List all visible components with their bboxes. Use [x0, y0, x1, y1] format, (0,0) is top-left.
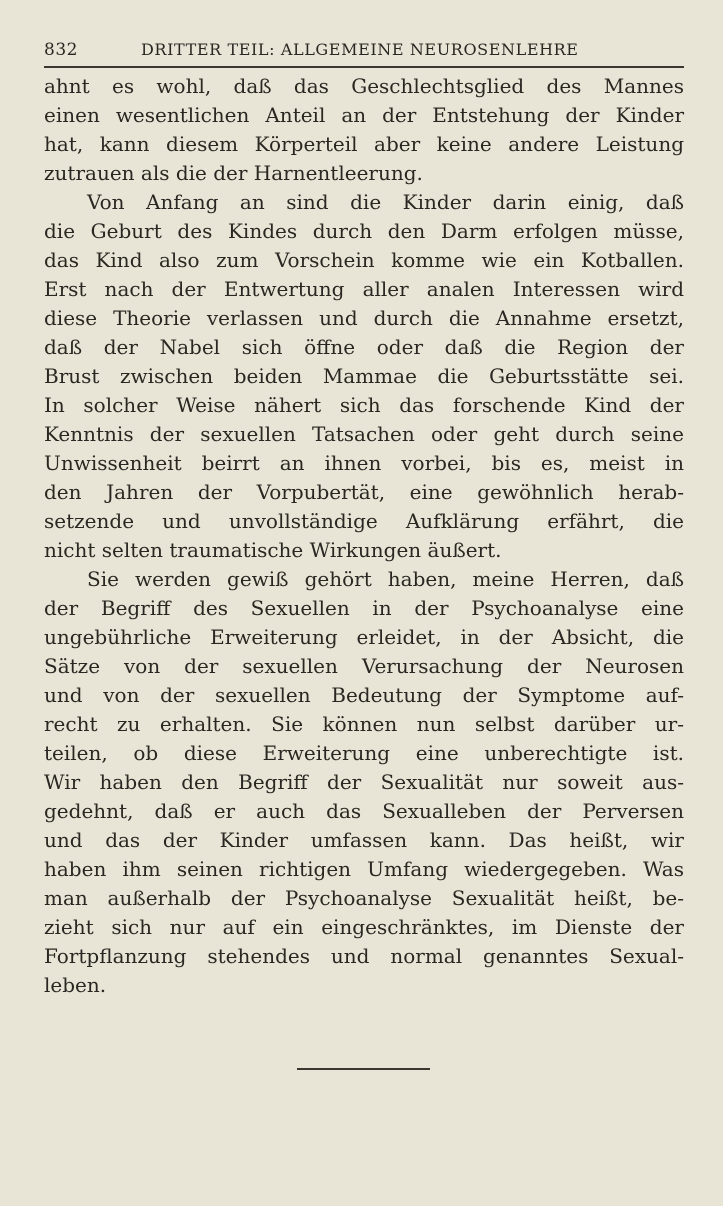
text-line: zieht sich nur auf ein eingeschränktes, im Dienste der — [44, 915, 684, 939]
paragraph — [44, 72, 684, 188]
text-line: zutrauen als die der Harnentleerung. — [44, 161, 423, 185]
text-line: Kenntnis der sexuellen Tatsachen oder geht durch seine — [44, 422, 684, 446]
text-line: Sätze von der sexuellen Verursachung der Neurosen — [44, 654, 684, 678]
paragraph — [44, 565, 684, 1000]
page-number: 832 — [44, 40, 78, 60]
text-line: leben. — [44, 973, 107, 997]
page-header — [44, 38, 684, 68]
text-line: haben ihm seinen richtigen Umfang wiedergegeben. Was — [44, 857, 684, 881]
text-line: setzende und unvollständige Aufklärung erfährt, die — [44, 509, 684, 533]
text-line: Brust zwischen beiden Mammae die Geburtsstätte sei. — [44, 364, 684, 388]
text-body — [44, 72, 684, 1000]
text-line: den Jahren der Vorpubertät, eine gewöhnlich herab- — [44, 480, 684, 504]
footer-rule — [297, 1068, 430, 1070]
text-line: ungebührliche Erweiterung erleidet, in der Absicht, die — [44, 625, 684, 649]
running-head: DRITTER TEIL: ALLGEMEINE NEUROSENLEHRE — [141, 40, 579, 59]
text-line: Erst nach der Entwertung aller analen Interessen wird — [44, 277, 684, 301]
text-line: In solcher Weise nähert sich das forschende Kind der — [44, 393, 684, 417]
text-line: Fortpflanzung stehendes und normal genanntes Sexual- — [44, 944, 684, 968]
text-line: daß der Nabel sich öffne oder daß die Region der — [44, 335, 684, 359]
text-line: Von Anfang an sind die Kinder darin einig, daß — [87, 190, 684, 214]
text-line: und von der sexuellen Bedeutung der Symptome auf- — [44, 683, 684, 707]
text-line: Unwissenheit beirrt an ihnen vorbei, bis es, meist in — [44, 451, 684, 475]
text-line: recht zu erhalten. Sie können nun selbst darüber ur- — [44, 712, 684, 736]
text-line: und das der Kinder umfassen kann. Das heißt, wir — [44, 828, 684, 852]
paragraph — [44, 188, 684, 565]
text-line: das Kind also zum Vorschein komme wie ein Kotballen. — [44, 248, 684, 272]
text-line: nicht selten traumatische Wirkungen äußert. — [44, 538, 502, 562]
text-line: gedehnt, daß er auch das Sexualleben der Perversen — [44, 799, 684, 823]
text-line: Wir haben den Begriff der Sexualität nur soweit aus- — [44, 770, 684, 794]
text-line: ahnt es wohl, daß das Geschlechtsglied des Mannes — [44, 74, 684, 98]
text-line: der Begriff des Sexuellen in der Psychoanalyse eine — [44, 596, 684, 620]
text-line: hat, kann diesem Körperteil aber keine andere Leistung — [44, 132, 684, 156]
text-line: einen wesentlichen Anteil an der Entstehung der Kinder — [44, 103, 684, 127]
text-line: diese Theorie verlassen und durch die Annahme ersetzt, — [44, 306, 684, 330]
text-line: man außerhalb der Psychoanalyse Sexualität heißt, be- — [44, 886, 684, 910]
text-line: teilen, ob diese Erweiterung eine unberechtigte ist. — [44, 741, 684, 765]
text-line: die Geburt des Kindes durch den Darm erfolgen müsse, — [44, 219, 684, 243]
text-line: Sie werden gewiß gehört haben, meine Herren, daß — [87, 567, 684, 591]
